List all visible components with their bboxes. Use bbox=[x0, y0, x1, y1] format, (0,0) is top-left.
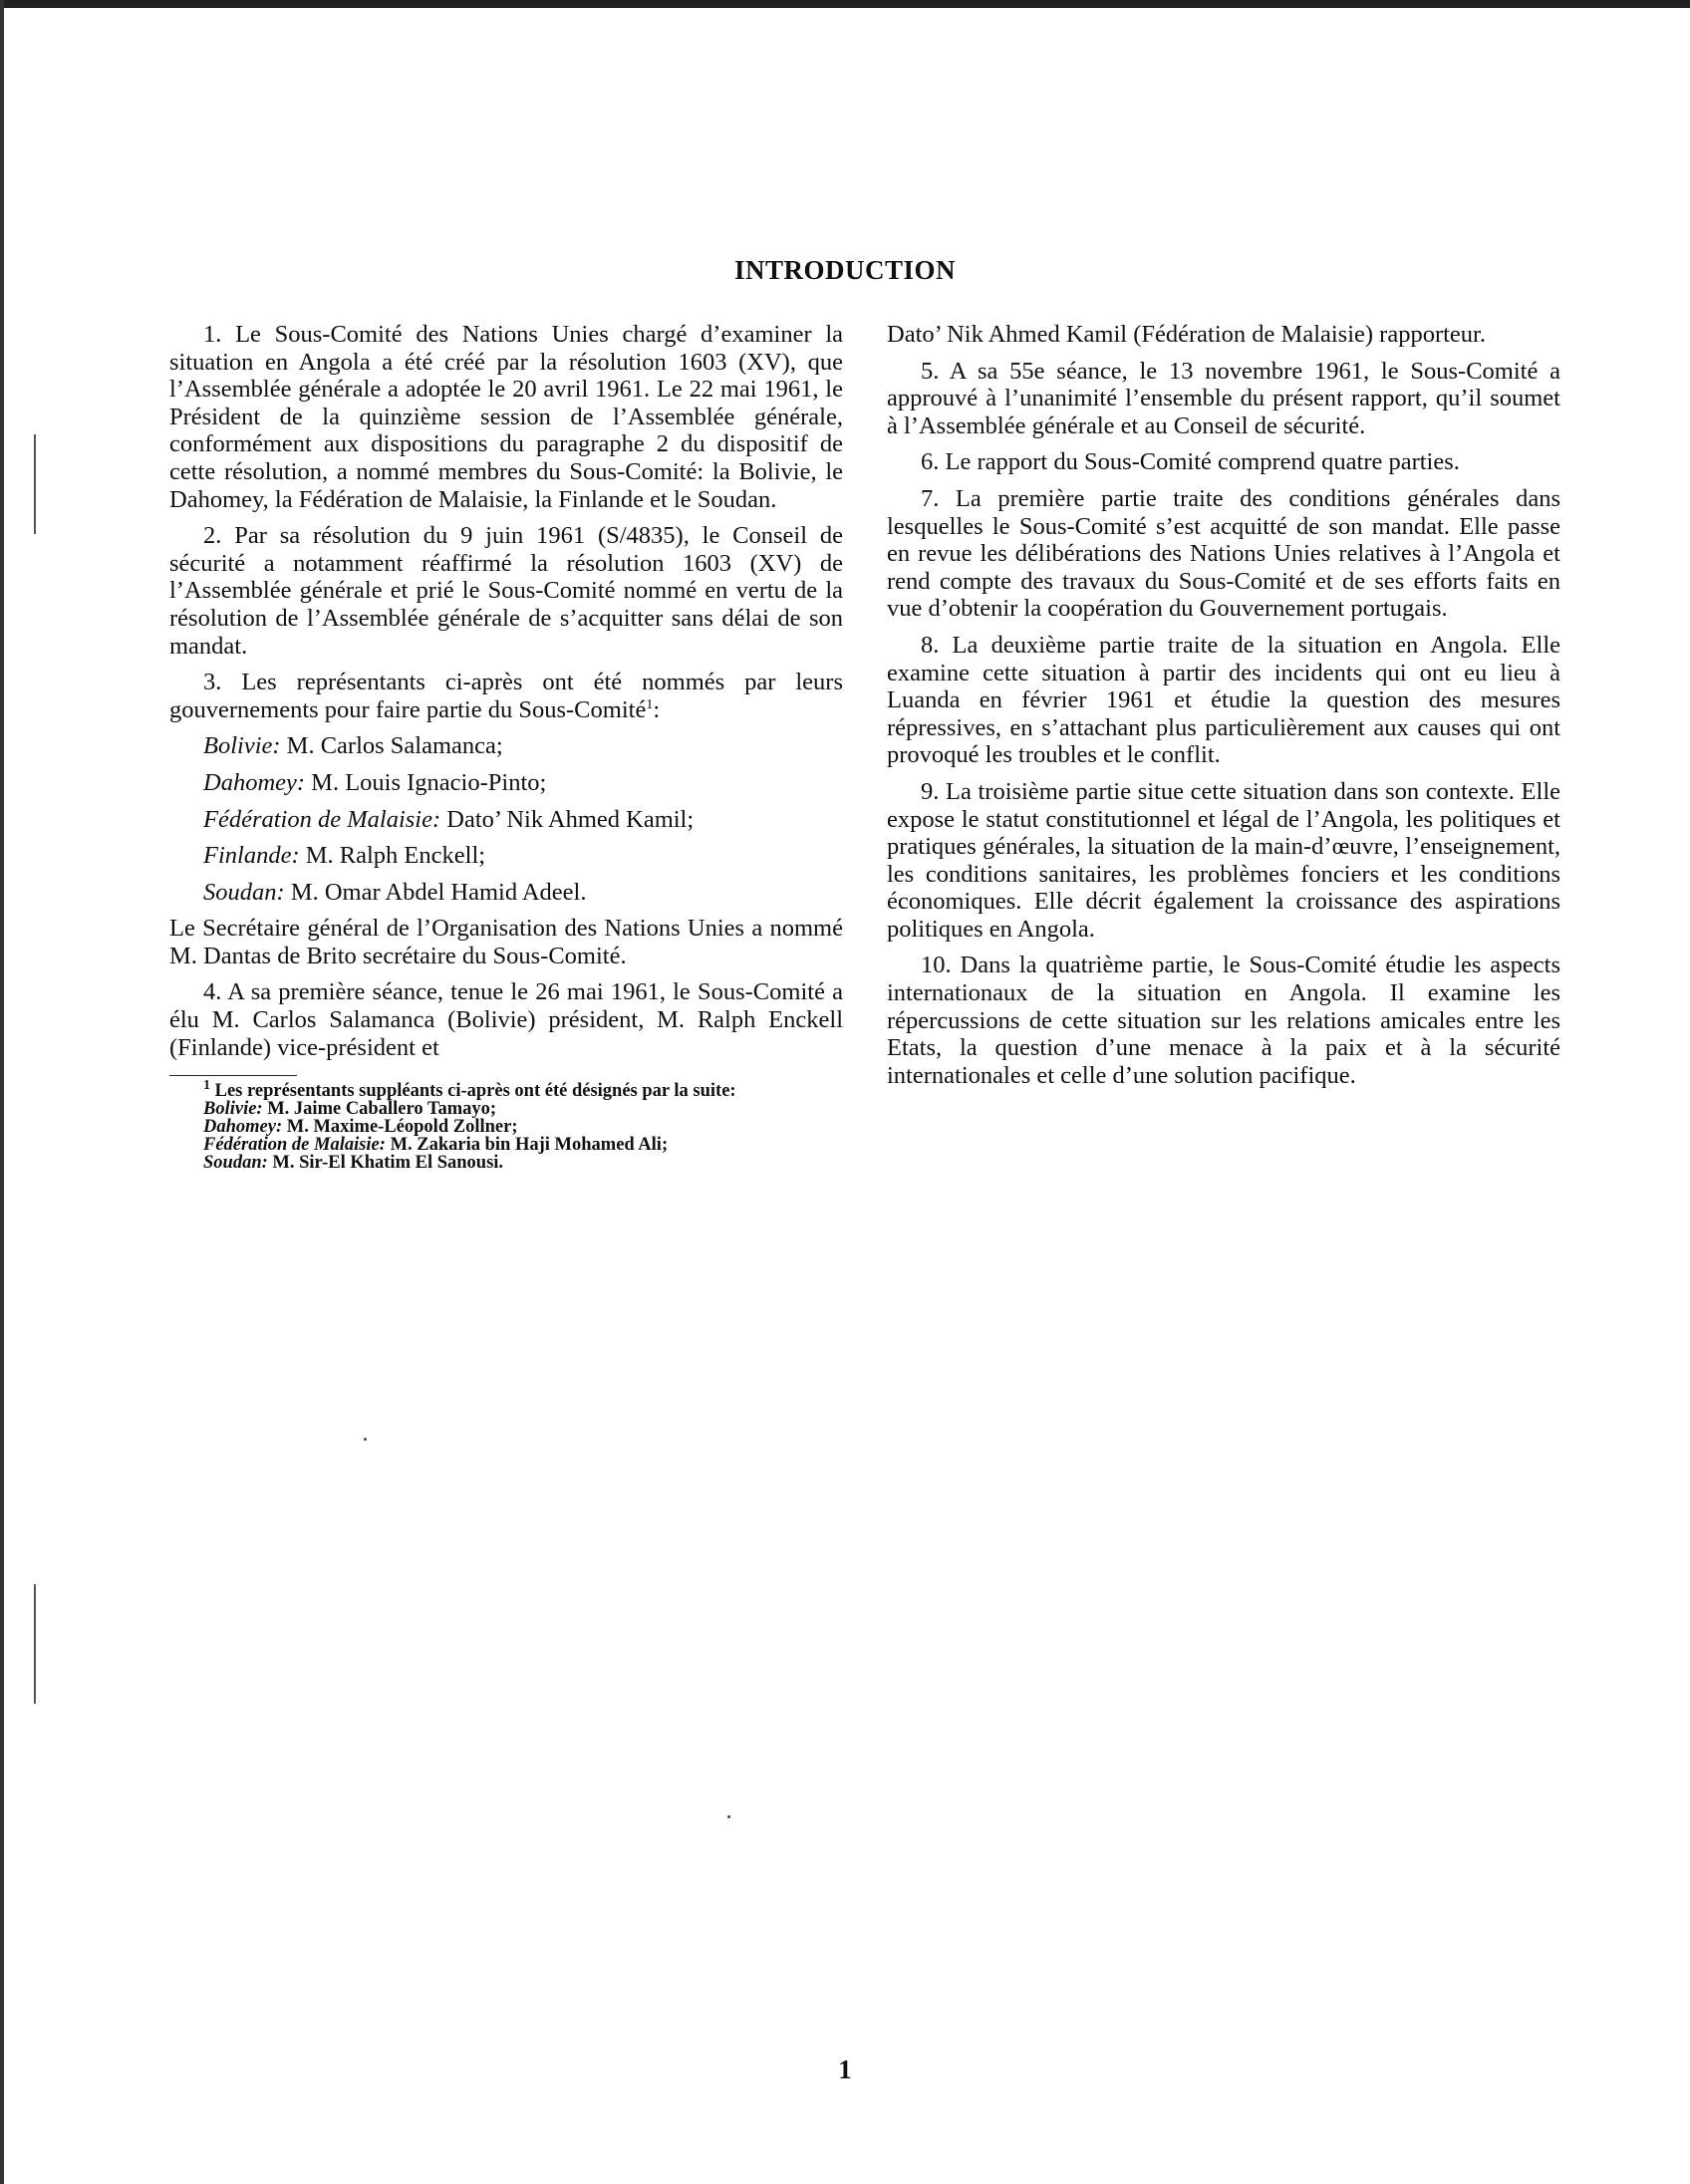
paragraph-3 bbox=[169, 669, 843, 723]
footnote-name: M. Zakaria bin Haji Mohamed Ali; bbox=[385, 1135, 669, 1156]
margin-mark bbox=[34, 1584, 36, 1704]
paragraph-1: 1. Le Sous-Comité des Nations Unies chargé d’examiner la situation en Angola a été créé par la résolution 1603 (XV), que l’Assemblée générale a adoptée le 20 avril 1961. Le 22 mai 1961, le Président de la quinzième session de l’Assemblée générale, conformément aux dispositions du paragraphe 2 du dispositif de cette résolution, a nommé membres du Sous-Comité: la Bolivie, le Dahomey, la Fédération de Malaisie, la Finlande et le Soudan. bbox=[169, 321, 843, 513]
member-country: Soudan: bbox=[203, 878, 285, 906]
right-column bbox=[887, 321, 1560, 1098]
footnote-name: M. Sir-El Khatim El Sanousi. bbox=[267, 1153, 504, 1174]
footnote-name: M. Jaime Caballero Tamayo; bbox=[262, 1099, 497, 1120]
footnote-line bbox=[203, 1136, 843, 1154]
footnote-intro-text: Les représentants suppléants ci-après ont été désignés par la suite: bbox=[210, 1081, 736, 1102]
secretary-paragraph: Le Secrétaire général de l’Organisation des Nations Unies a nommé M. Dantas de Brito secrétaire du Sous-Comité. bbox=[169, 915, 843, 969]
paragraph-4-continued: Dato’ Nik Ahmed Kamil (Fédération de Malaisie) rapporteur. bbox=[887, 321, 1486, 348]
paragraph-3-end: : bbox=[653, 695, 661, 723]
member-country: Bolivie: bbox=[203, 732, 281, 760]
paragraph-5: 5. A sa 55e séance, le 13 novembre 1961, le Sous-Comité a approuvé à l’unanimité l’ensemble du présent rapport, qu’il soumet à l’Assemblée générale et au Conseil de sécurité. bbox=[887, 357, 1560, 439]
footnote-rule bbox=[169, 1075, 297, 1076]
paragraph-10: 10. Dans la quatrième partie, le Sous-Comité étudie les aspects internationaux de la situation en Angola. Il examine les répercussions de cette situation sur les relations amicales entre les Etats, la question d’une menace à la paix et à la sécurité internationales et celle d’une solution pacifique. bbox=[887, 952, 1560, 1089]
paragraph-2: 2. Par sa résolution du 9 juin 1961 (S/4835), le Conseil de sécurité a notamment réaffirmé la résolution 1603 (XV) de l’Assemblée générale et prié le Sous-Comité nommé en vertu de la résolution de l’Assemblée générale de s’acquitter sans délai de son mandat. bbox=[169, 522, 843, 660]
footnote-country: Bolivie: bbox=[203, 1099, 263, 1120]
footnote-intro bbox=[169, 1078, 843, 1102]
page-title: INTRODUCTION bbox=[733, 255, 957, 285]
paragraph-9: 9. La troisième partie situe cette situation dans son contexte. Elle expose le statut constitutionnel et légal de l’Angola, les politiques et pratiques générales, la situation de la main-d’œuvre, l’enseignement, les conditions sanitaires, les problèmes fonciers et les conditions économiques. Elle décrit également la croissance des aspirations politiques en Angola. bbox=[887, 777, 1560, 943]
margin-mark bbox=[34, 434, 36, 534]
member-entry bbox=[203, 842, 843, 870]
paragraph-6: 6. Le rapport du Sous-Comité comprend quatre parties. bbox=[921, 448, 1460, 476]
footnote-country: Soudan: bbox=[203, 1153, 268, 1174]
scan-speck bbox=[727, 1815, 730, 1818]
footnote-line bbox=[203, 1118, 843, 1136]
footnote-line bbox=[203, 1154, 843, 1172]
member-country: Finlande: bbox=[203, 842, 300, 870]
footnote-line bbox=[203, 1100, 843, 1118]
member-name: M. Ralph Enckell; bbox=[299, 842, 486, 870]
top-border bbox=[0, 0, 1690, 8]
left-border bbox=[0, 0, 4, 2184]
member-name: Dato’ Nik Ahmed Kamil; bbox=[440, 805, 695, 833]
footnote-country: Fédération de Malaisie: bbox=[203, 1135, 386, 1156]
paragraph-7: 7. La première partie traite des conditions générales dans lesquelles le Sous-Comité s’est acquitté de son mandat. Elle passe en revue les délibérations des Nations Unies relatives à l’Angola et rend compte des travaux du Sous-Comité et de ses efforts faits en vue d’obtenir la coopération du Gouvernement portugais. bbox=[887, 484, 1560, 623]
member-country: Fédération de Malaisie: bbox=[203, 805, 441, 833]
member-name: M. Omar Abdel Hamid Adeel. bbox=[284, 878, 587, 906]
footnote-ref: 1 bbox=[646, 696, 654, 712]
footnote-country: Dahomey: bbox=[203, 1117, 283, 1138]
footnote-name: M. Maxime-Léopold Zollner; bbox=[282, 1117, 518, 1138]
left-column bbox=[169, 321, 843, 1172]
paragraph-8: 8. La deuxième partie traite de la situation en Angola. Elle examine cette situation à partir des incidents qui ont eu lieu à Luanda en février 1961 et étudie la question des mesures répressives, en s’attachant plus particulièrement aux causes qui ont provoqué les troubles et le conflit. bbox=[887, 631, 1560, 769]
member-entry bbox=[203, 806, 843, 834]
scan-speck bbox=[364, 1438, 367, 1441]
footnote bbox=[169, 1078, 843, 1174]
member-entry bbox=[203, 732, 843, 760]
member-entry bbox=[203, 769, 843, 797]
member-country: Dahomey: bbox=[203, 768, 306, 796]
member-entry bbox=[203, 879, 843, 907]
paragraph-3-text: 3. Les représentants ci-après ont été nommés par leurs gouvernements pour faire partie du Sous-Comité bbox=[169, 669, 843, 723]
footnote-marker: 1 bbox=[203, 1078, 210, 1094]
page-number: 1 bbox=[838, 2054, 852, 2084]
paragraph-4: 4. A sa première séance, tenue le 26 mai 1961, le Sous-Comité a élu M. Carlos Salamanca (Bolivie) président, M. Ralph Enckell (Finlande) vice-président et bbox=[169, 978, 843, 1061]
member-name: M. Carlos Salamanca; bbox=[280, 732, 503, 760]
member-name: M. Louis Ignacio-Pinto; bbox=[305, 768, 547, 796]
